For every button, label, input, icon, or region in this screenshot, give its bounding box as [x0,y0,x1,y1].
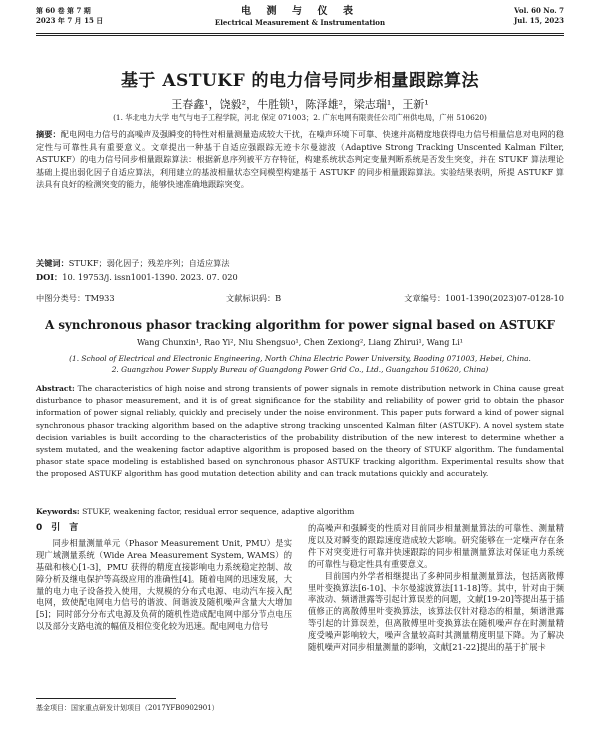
header-rule-bottom [36,35,564,36]
date-cn: 2023 年 7 月 15 日 [36,16,104,25]
header-center [36,6,564,28]
doi-text: 10. 19753/j. issn1001-1390. 2023. 07. 020 [62,272,238,282]
clc-number: 中图分类号：TM933 [36,293,115,303]
body-column-left [36,523,292,633]
abstract-label-cn: 摘要： [36,129,61,139]
document-code: 文献标识码：B [226,293,282,303]
header-rule-top [36,33,564,34]
affiliation-en-1: (1. School of Electrical and Electronic Engineering, North China Electric Power University, Baoding 071003, Hebei, China. [69,354,531,363]
authors-en: Wang Chunxin¹, Rao Yi², Niu Shengsuo¹, Chen Zexiong², Liang Zhirui¹, Wang Li¹ [137,338,463,347]
keywords-label-en: Keywords: [36,507,80,516]
volume-issue-en: Vol. 60 No. 7 [514,6,564,15]
affiliation-en [36,353,564,375]
keywords-text-en: STUKF, weakening factor, residual error sequence, adaptive algorithm [82,507,355,516]
doi-label: DOI： [36,272,63,282]
body-paragraph: 的高噪声和强瞬变的性质对目前同步相量测量算法的可靠性、测量精度以及对瞬变的跟踪速度造成较大影响。研究能够在一定噪声存在条件下对突变进行可靠并快速跟踪的同步相量测量算法对保证电力系统的可靠性与稳定性具有重要意义。 [308,523,564,569]
abstract-en [36,383,564,481]
body-paragraph: 目前国内外学者相继提出了多种同步相量测量算法，包括离散傅里叶变换算法[6-10]、卡尔曼滤波算法[11-18]等。其中，针对由于频率波动、频谱泄露等引起计算误差的问题，文献[19-20]等提出基于插值修正的离散傅里叶变换算法，该算法仅针对稳态的相量，频谱泄露等引起的计算误差，但离散傅里叶变换算法在随机噪声存在时测量精度受噪声影响较大，噪声含量较高时其测量精度明显下降。为了解决随机噪声对同步相量测量的影响，文献[21-22]提出的基于扩展卡 [308,570,564,653]
abstract-text-cn: 配电网电力信号的高噪声及强瞬变的特性对相量测量造成较大干扰，在噪声环境下可靠、快速并高精度地获得电力信号相量信息对电网的稳定性与可靠性具有重要意义。文章提出一种基于自适应强跟踪无迹卡尔曼滤波（Adaptive Strong Tracking Unscented Kalman Filter, ASTUKF）的电力信号同步相量跟踪算法：根据新息序列被平方存特征，构建系统状态判定变量判断系统是否发生突变，并在 STUKF 算法理论基础上提出弱化因子自适应算法，利用建立的基波相量状态空间模型构建基于 ASTUKF 的同步相量跟踪算法。实验结果表明，所提 ASTUKF 算法具有良好的检测突变的能力，能够快速准确地跟踪突变。 [36,129,564,190]
doi-line [36,271,564,283]
journal-name-cn: 电 测 与 仪 表 [241,6,359,17]
affiliation-cn: (1. 华北电力大学 电气与电子工程学院，河北 保定 071003；2. 广东电网有限责任公司广州供电局，广州 510620) [113,113,487,122]
authors-cn: 王春鑫¹，饶毅²，牛胜锁¹，陈泽雄²，梁志瑞¹，王新¹ [171,98,429,111]
classification-line [36,293,564,305]
header-right [514,6,564,26]
abstract-label-en: Abstract: [36,384,75,393]
keywords-text-cn: STUKF；弱化因子；残差序列；自适应算法 [68,258,230,268]
date-en: Jul. 15, 2023 [513,16,564,25]
funding-footnote: 基金项目：国家重点研发计划项目（2017YFB0902901） [36,704,219,712]
abstract-cn [36,128,564,191]
section-heading-introduction: 0 引 言 [36,523,79,533]
keywords-cn [36,257,564,269]
paper-title-en: A synchronous phasor tracking algorithm for power signal based on ASTUKF [45,318,555,332]
keywords-en [36,506,564,518]
affiliation-en-2: 2. Guangzhou Power Supply Bureau of Guangdong Power Grid Co., Ltd., Guangzhou 510620, China) [111,365,489,374]
body-paragraph: 同步相量测量单元（Phasor Measurement Unit, PMU）是实现广域测量系统（Wide Area Measurement System, WAMS）的基础和核心[1-3]，PMU 获得的精度直接影响电力系统稳定控制、故障分析及继电保护等高级应用的准确性[4]。随着电网的迅速发展，大量的电力电子设备投入使用，大规模的分布式电源、电动汽车接入配电网，致使配电网电力信号的谐波、间谐波及随机噪声含量大大增加[5]；同时部分分布式电源及负荷的随机性造成配电网中部分节点电压以及部分支路电流的幅值及相位变化较为迅速。配电网电力信号 [36,537,292,632]
body-column-right [308,523,564,654]
footnote-rule [36,698,176,699]
running-header [36,6,564,32]
journal-name-en: Electrical Measurement & Instrumentation [214,18,386,27]
abstract-text-en: The characteristics of high noise and strong transients of power signals in remote distribution network in China cause great disturbance to phasor measurement, and it is of great significance for the stability and reliability of power grid to obtain the phasor information of power signal reliably, quickly and precisely under the noise environment. This paper puts forward a kind of power signal synchronous phasor tracking algorithm based on the adaptive strong tracking unscented Kalman filter (ASTUKF). A novel system state decision variables is built according to the characteristics of the probability distribution of the new interest to determine whether a system mutated, and the weakening factor adaptive algorithm is proposed based on the theory of STUKF algorithm. The fundamental phasor state space modeling is established based on synchronous phasor ASTUKF tracking algorithm. Experimental results show that the proposed ASTUKF algorithm has good mutation detection ability and can track mutations quickly and accurately. [36,384,564,479]
article-number: 文章编号：1001-1390(2023)07-0128-10 [404,293,564,303]
keywords-label-cn: 关键词： [36,258,69,268]
volume-issue-cn: 第 60 卷 第 7 期 [36,6,91,15]
paper-title-cn: 基于 ASTUKF 的电力信号同步相量跟踪算法 [120,71,480,91]
